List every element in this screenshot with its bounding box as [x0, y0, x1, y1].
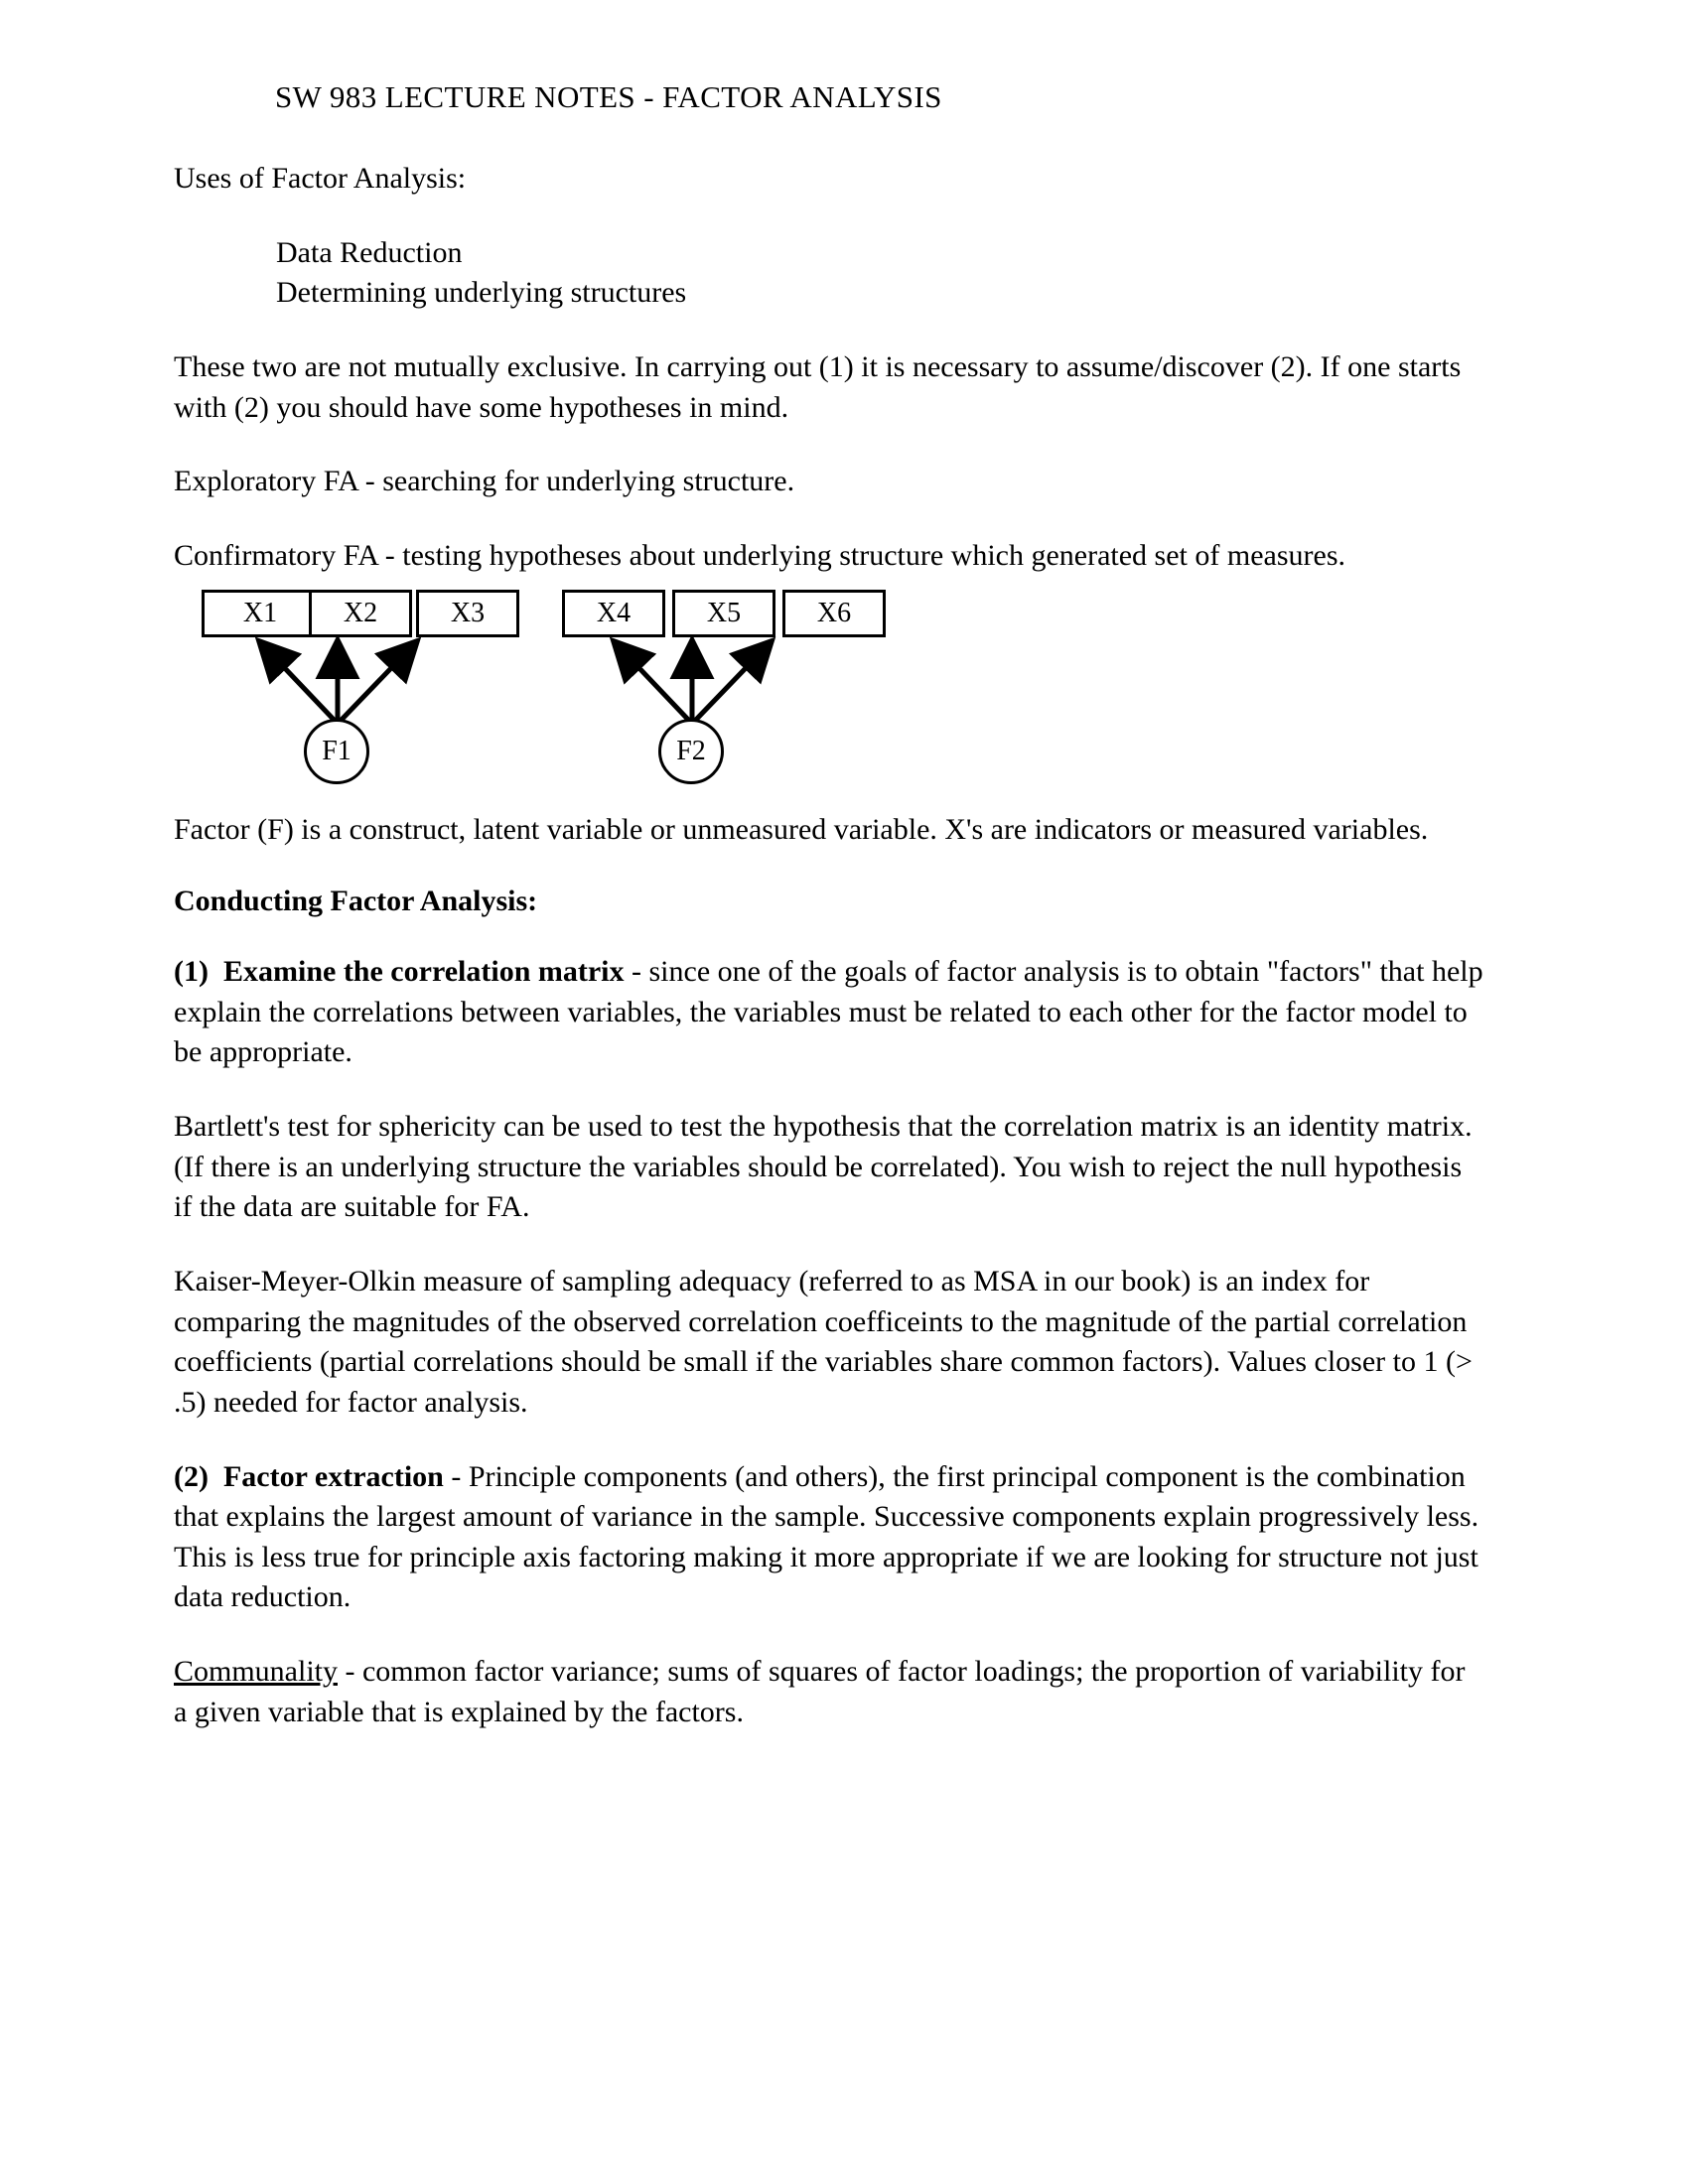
- document-body: [174, 79, 1484, 1766]
- step-2-number: (2): [174, 1459, 209, 1493]
- step-2-text: - Principle components (and others), the first principal component is the combination that explains the largest amount of variance in the sample. Successive components explain progressively less. This is less true for principle axis factoring making it more appropriate if we are looking for structure not just data reduction.: [174, 1459, 1479, 1614]
- paragraph-bartlett-test: Bartlett's test for sphericity can be used to test the hypothesis that the correlation matrix is an identity matrix. (If there is an underlying structure the variables should be correlated). You wish to reject the null hypothesis if the data are suitable for FA.: [174, 1110, 1473, 1224]
- edge-f1-x1: [261, 643, 338, 724]
- paragraph-kmo: Kaiser-Meyer-Olkin measure of sampling adequacy (referred to as MSA in our book) is an index for comparing the magnitudes of the observed correlation coefficeints to the magnitude of the partial correlation coefficients (partial correlations should be small if the variables share common factors). Values closer to 1 (> .5) needed for factor analysis.: [174, 1264, 1473, 1419]
- paragraph-factor-definition: Factor (F) is a construct, latent variable or unmeasured variable. X's are indicators or measured variables.: [174, 813, 1429, 847]
- uses-heading: Uses of Factor Analysis:: [174, 162, 467, 195]
- node-x3: [416, 590, 519, 637]
- edge-f2-x4: [616, 643, 692, 724]
- paragraph-confirmatory-fa: Confirmatory FA - testing hypotheses about underlying structure which generated set of measures.: [174, 538, 1345, 572]
- list-item: Determining underlying structures: [276, 276, 687, 310]
- node-label: X5: [706, 598, 742, 629]
- node-label: X1: [242, 598, 278, 629]
- paragraph-mutually-exclusive: These two are not mutually exclusive. In carrying out (1) it is necessary to assume/discover (2). If one starts with (2) you should have some hypotheses in mind.: [174, 349, 1462, 424]
- node-label: X3: [450, 598, 486, 629]
- node-x6: [782, 590, 886, 637]
- node-x5: [672, 590, 775, 637]
- node-x4: [562, 590, 665, 637]
- step-2-paragraph: [174, 1457, 1484, 1619]
- node-x2: [309, 590, 412, 637]
- page-title: SW 983 LECTURE NOTES - FACTOR ANALYSIS: [275, 79, 942, 114]
- paragraph-communality: [174, 1652, 1484, 1732]
- communality-term: Communality: [174, 1655, 338, 1689]
- step-2-label: Factor extraction: [222, 1459, 444, 1493]
- communality-text: - common factor variance; sums of squares of factor loadings; the proportion of variability for a given variable that is explained by the factors.: [174, 1655, 1466, 1728]
- factor-model-diagram: [174, 590, 1484, 784]
- node-label: F2: [676, 736, 706, 767]
- edge-f2-x6: [692, 643, 770, 724]
- paragraph-exploratory-fa: Exploratory FA - searching for underlying structure.: [174, 465, 795, 498]
- step-1-label: Examine the correlation matrix: [222, 955, 625, 989]
- node-label: X2: [343, 598, 378, 629]
- node-x1: [202, 590, 319, 637]
- step-1-number: (1): [174, 955, 209, 989]
- step-1-text: - since one of the goals of factor analysis is to obtain "factors" that help explain the correlations between variables, the variables must be related to each other for the factor model to be appropriate.: [174, 955, 1483, 1069]
- node-label: X6: [816, 598, 852, 629]
- uses-list: [276, 233, 1484, 314]
- node-label: X4: [596, 598, 632, 629]
- node-label: F1: [322, 736, 352, 767]
- edge-f1-x3: [338, 643, 415, 724]
- list-item: Data Reduction: [276, 235, 463, 269]
- step-1-paragraph: [174, 952, 1484, 1073]
- heading-conducting-factor-analysis: Conducting Factor Analysis:: [174, 885, 538, 918]
